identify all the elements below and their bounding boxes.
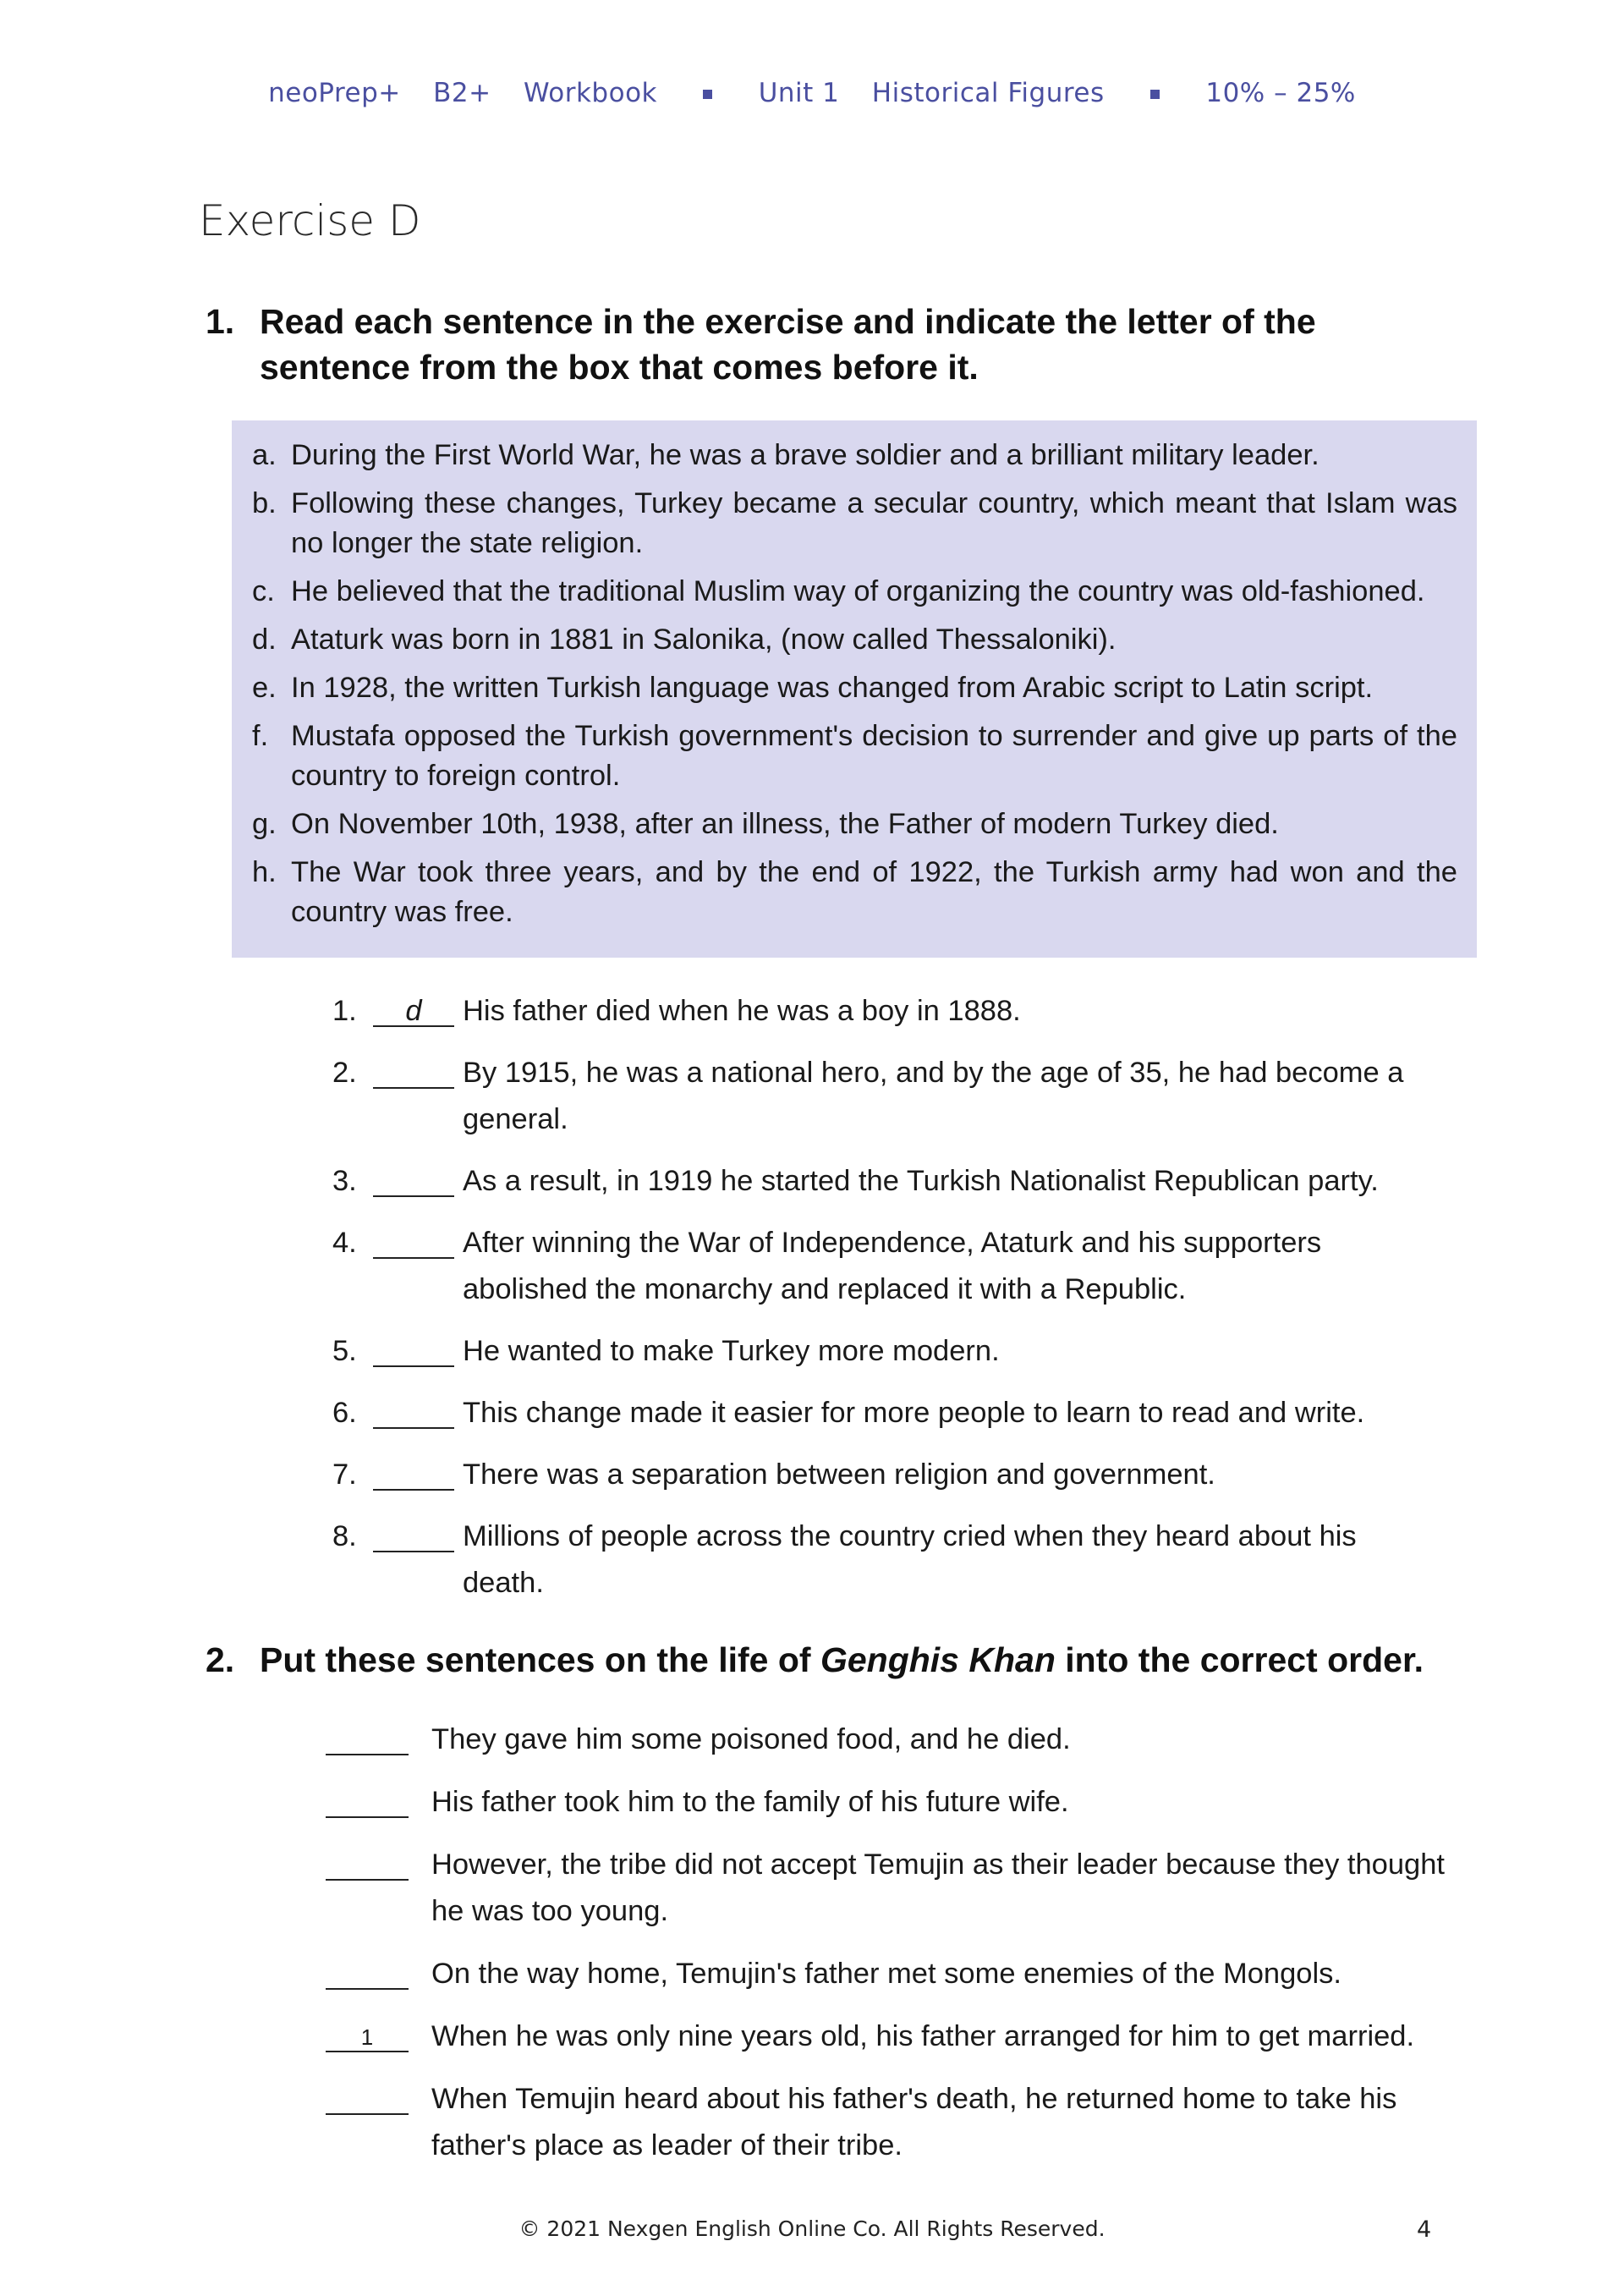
box-sentence <box>252 717 1457 796</box>
question-text-start: Put these sentences on the life of <box>260 1640 820 1679</box>
order-item-text: They gave him some poisoned food, and he died. <box>431 1723 1071 1755</box>
question-2-items <box>326 1717 1459 2185</box>
box-sentence-text: During the First World War, he was a brave soldier and a brilliant military leader. <box>291 439 1320 471</box>
progress-range: 10% – 25% <box>1205 78 1356 108</box>
separator-square-icon <box>703 90 712 99</box>
order-item <box>326 1951 1459 1997</box>
exercise-item <box>332 1158 1432 1205</box>
box-sentence-text: Ataturk was born in 1881 in Salonika, (now called Thessaloniki). <box>291 623 1116 656</box>
order-blank[interactable] <box>326 1717 409 1755</box>
item-text: He wanted to make Turkey more modern. <box>463 1335 1000 1367</box>
box-sentence-text: Following these changes, Turkey became a secular country, which meant that Islam was no longer the state religion. <box>291 487 1457 559</box>
answer-blank[interactable] <box>373 1328 454 1367</box>
exercise-item <box>332 1390 1432 1436</box>
exercise-title: Exercise D <box>199 196 421 245</box>
sentence-box-list <box>252 436 1457 941</box>
exercise-item <box>332 988 1432 1035</box>
answer-blank[interactable] <box>373 1390 454 1429</box>
question-1-items <box>332 988 1432 1622</box>
order-blank[interactable] <box>326 2076 409 2115</box>
exercise-item <box>332 1513 1432 1607</box>
box-sentence <box>252 484 1457 563</box>
exercise-item <box>332 1050 1432 1143</box>
order-item-text: When he was only nine years old, his father arranged for him to get married. <box>431 2020 1415 2052</box>
box-sentence <box>252 436 1457 475</box>
item-text: After winning the War of Independence, Ataturk and his supporters abolished the monarchy and replaced it with a Republic. <box>463 1227 1322 1305</box>
page-header <box>0 78 1624 108</box>
question-text-end: into the correct order. <box>1055 1640 1424 1679</box>
box-sentence-text: He believed that the traditional Muslim way of organizing the country was old-fashioned. <box>291 575 1425 607</box>
question-1-heading <box>206 299 1461 390</box>
exercise-item <box>332 1220 1432 1313</box>
item-number: 6. <box>332 1397 357 1429</box>
item-text: By 1915, he was a national hero, and by the age of 35, he had become a general. <box>463 1057 1404 1135</box>
box-sentence-letter: f. <box>252 720 269 752</box>
item-number: 8. <box>332 1520 357 1552</box>
box-sentence <box>252 668 1457 708</box>
answer-blank[interactable]: d <box>373 988 454 1027</box>
answer-blank[interactable] <box>373 1220 454 1259</box>
box-sentence <box>252 572 1457 612</box>
order-item <box>326 1717 1459 1763</box>
exercise-item <box>332 1328 1432 1375</box>
box-sentence <box>252 853 1457 932</box>
answer-blank[interactable] <box>373 1452 454 1491</box>
order-item <box>326 2076 1459 2169</box>
order-blank[interactable] <box>326 1951 409 1990</box>
copyright-footer: © 2021 Nexgen English Online Co. All Rights Reserved. <box>518 2216 1106 2241</box>
box-sentence-letter: h. <box>252 856 277 888</box>
order-item-text: When Temujin heard about his father's death, he returned home to take his father's place as leader of their tribe. <box>431 2083 1397 2161</box>
order-item <box>326 2013 1459 2060</box>
exercise-item <box>332 1452 1432 1498</box>
order-blank[interactable] <box>326 1779 409 1818</box>
box-sentence-letter: g. <box>252 808 277 840</box>
answer-blank[interactable] <box>373 1513 454 1552</box>
question-text-italic: Genghis Khan <box>820 1640 1056 1679</box>
answer-blank[interactable] <box>373 1158 454 1197</box>
item-number: 4. <box>332 1227 357 1259</box>
order-item <box>326 1779 1459 1826</box>
order-blank[interactable]: 1 <box>326 2013 409 2052</box>
box-sentence-text: The War took three years, and by the end of 1922, the Turkish army had won and the country was free. <box>291 856 1457 928</box>
question-2-heading <box>206 1637 1461 1683</box>
order-item-text: However, the tribe did not accept Temujin as their leader because they thought he was too young. <box>431 1848 1446 1927</box>
question-text <box>260 1637 1461 1683</box>
box-sentence-letter: e. <box>252 672 277 704</box>
item-text: Millions of people across the country cried when they heard about his death. <box>463 1520 1357 1599</box>
item-number: 5. <box>332 1335 357 1367</box>
item-number: 3. <box>332 1165 357 1197</box>
unit-label: Unit 1 <box>758 78 840 108</box>
answer-blank[interactable] <box>373 1050 454 1089</box>
page-number: 4 <box>1417 2216 1432 2243</box>
separator-square-icon <box>1150 90 1160 99</box>
box-sentence-letter: c. <box>252 575 275 607</box>
box-sentence-letter: d. <box>252 623 277 656</box>
box-sentence <box>252 620 1457 660</box>
item-number: 1. <box>332 995 357 1027</box>
book-label: Workbook <box>523 78 657 108</box>
item-text: His father died when he was a boy in 1888. <box>463 995 1021 1027</box>
order-item-text: His father took him to the family of his future wife. <box>431 1786 1069 1818</box>
question-number: 2. <box>206 1640 235 1679</box>
order-blank[interactable] <box>326 1842 409 1881</box>
item-text: This change made it easier for more people to learn to read and write. <box>463 1397 1365 1429</box>
box-sentence-text: Mustafa opposed the Turkish government's decision to surrender and give up parts of the country to foreign control. <box>291 720 1457 792</box>
order-item <box>326 1842 1459 1935</box>
box-sentence <box>252 805 1457 844</box>
box-sentence-letter: a. <box>252 439 277 471</box>
level-label: B2+ <box>433 78 491 108</box>
item-number: 7. <box>332 1458 357 1491</box>
box-sentence-text: In 1928, the written Turkish language was changed from Arabic script to Latin script. <box>291 672 1374 704</box>
question-text: Read each sentence in the exercise and indicate the letter of the sentence from the box that comes before it. <box>260 302 1316 387</box>
box-sentence-letter: b. <box>252 487 277 519</box>
item-text: As a result, in 1919 he started the Turkish Nationalist Republican party. <box>463 1165 1379 1197</box>
box-sentence-text: On November 10th, 1938, after an illness, the Father of modern Turkey died. <box>291 808 1279 840</box>
sentence-box <box>232 420 1477 958</box>
order-item-text: On the way home, Temujin's father met some enemies of the Mongols. <box>431 1958 1341 1990</box>
item-text: There was a separation between religion and government. <box>463 1458 1215 1491</box>
question-number: 1. <box>206 302 235 341</box>
brand-name: neoPrep+ <box>268 78 401 108</box>
item-number: 2. <box>332 1057 357 1089</box>
topic-label: Historical Figures <box>871 78 1105 108</box>
